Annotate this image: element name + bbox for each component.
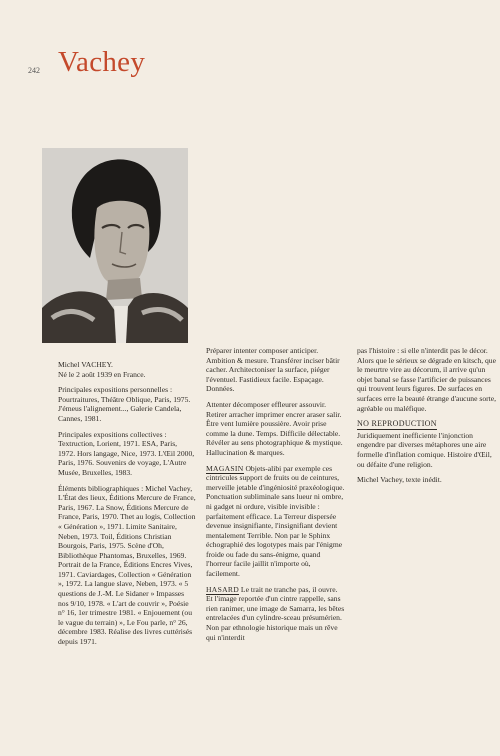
bio-block [58,360,196,379]
essay-column-2 [357,346,497,491]
group-exhibitions: Principales expositions collectives : Textruction, Lorient, 1971. ESA, Paris, 1972. Hors langage, Nice, 1973. L'Œil 2000, Paris, 1976. Souvenirs de voyage, L'Autre Musée, Bruxelles, 1983. [58,429,195,477]
portrait-illustration [42,148,188,343]
magasin-text: Objets-alibi par exemple ces cintricules support de fruits ou de ceintures, merveille jetable d'ingéniosité praxéologique. Ponctuation subliminale sans lueur ni ombre, ni gadget ni ordure, visible invisible : parfaitement efficace. La Terreur dispersée devenue insignifiante, l'insignifiant devient mentalement Terrible. Non par le Sphinx échographié des logotypes mais par l'énigme froide ou fade du sans-énigme, quand l'horreur facile jaillit n'importe où, facilement. [206,463,345,579]
hasard-paragraph [206,585,346,643]
essay-paragraph: Juridiquement inefficiente l'injonction engendre par diverses métaphores une aire formelle d'inflation comique. Histoire d'Œil, ou défaite d'une religion. [357,430,492,469]
essay-paragraph: Attenter décomposer effleurer assouvir. Retirer arracher imprimer encrer araser salir. Être vent lumière poussière. Avoir prise comme la dune. Temps. Difficile délectable. Révéler au sens photographique & mystique. Hallucination & marques. [206,399,343,457]
essay-column-1 [206,346,346,648]
essay-paragraph: Préparer intenter composer anticiper. Ambition & mesure. Transférer inciser bâtir cacher. Architectoniser la surface, piéger l'éventuel. Fastidieux facile. Espaçage. Données. [206,346,340,394]
page-number: 242 [28,66,40,75]
artist-name: Michel VACHEY. [58,360,113,369]
magasin-keyword: MAGASIN [206,463,244,473]
no-reproduction-heading: NO REPRODUCTION [357,419,437,429]
bibliography: Éléments bibliographiques : Michel Vachey, L'État des lieux, Éditions Mercure de France, Paris, 1967. La Snow, Éditions Mercure de France, Paris, 1970. Thet au logis, Collection « Génération », 1971. Limite Sanitaire, Neben, 1973. Toil, Éditions Christian Bourgois, Paris, 1975. Scène d'Oh, Bibliothèque Phantomas, Bruxelles, 1969. Portrait de la France, Éditions Encres Vives, 1971. Caviardages, Collection « Génération », 1972. La langue slave, Neben, 1973. « 5 questions de J.-M. Le Sidaner » Impasses nos 9/10, 1978. « L'art de couvrir », Poésie n° 16, 1er trimestre 1981. « Enjouement (ou le vague du terrain) », Le Fou parle, n° 26, décembre 1983. Réalise des livres cuttérisés depuis 1971. [58,483,196,647]
birth-info: Né le 2 août 1939 en France. [58,369,146,379]
magasin-paragraph [206,464,346,579]
artist-info-column [58,360,196,653]
page-title: Vachey [58,46,146,78]
hasard-keyword: HASARD [206,584,240,594]
artist-portrait-photo [42,148,188,343]
essay-paragraph: pas l'histoire : si elle n'interdit pas le décor. Alors que le sérieux se dégrade en kitsch, que le meurtre vire au décorum, il arrive qu'un objet banal se fasse l'artificier de puissances qui trouvent leurs figures. De surfaces en surfaces erre la beauté étrange d'aucune sorte, agréable ou maléfique. [357,346,497,413]
signature: Michel Vachey, texte inédit. [357,475,442,485]
solo-exhibitions: Principales expositions personnelles : Pourtraitures, Théâtre Oblique, Paris, 1975. J'émeus l'alignement..., Galerie Candela, Cannes, 1981. [58,385,191,423]
hasard-text: Le trait ne tranche pas, il ouvre. Et l'image reportée d'un cintre rappelle, sans rien ranimer, une image de Samarra, les bêtes entrelacées d'un cylindre-sceau présumérien. Non par ethnologie historique mais un rêve qui n'interdit [206,584,345,642]
